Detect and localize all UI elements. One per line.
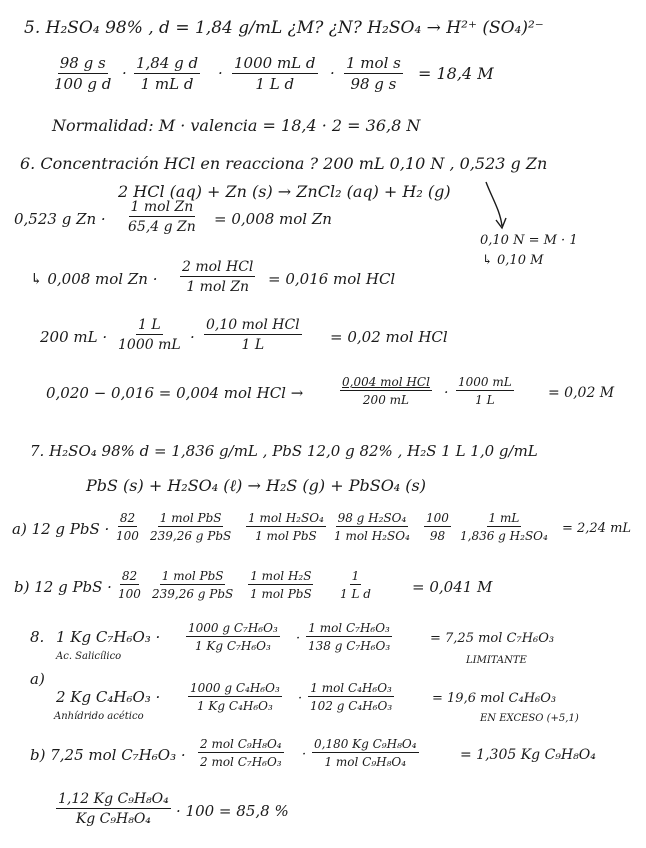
p8-line1-start: 1 Kg C₇H₆O₃ · (56, 628, 161, 646)
p5-frac-3: $\frac{\text{1000 mL d}}{\text{1 L d}}$ (234, 54, 316, 93)
p5-dot-1: · (122, 64, 127, 82)
p7b-frac-3: 1 mol H₂S 1 mol PbS (250, 569, 312, 601)
p7-statement: 7. H₂SO₄ 98% d = 1,836 g/mL , PbS 12,0 g 82% , H₂S 1 L 1,0 g/mL (30, 442, 538, 460)
p6-frac-200a: $\frac{1 L}{1000 mL}$ (118, 317, 181, 353)
p8-dot-1: · (296, 631, 301, 646)
p6-side-arrow (480, 180, 510, 232)
p7a-frac-6: $\frac{1 mL}{\text{1,836 g H₂SO₄}}$ (460, 511, 548, 543)
p8-frac-b1: 2 mol C₉H₈O₄ 2 mol C₇H₆O₃ (200, 737, 282, 769)
p6-dot-200: · (190, 328, 195, 346)
p5-frac-2: $\frac{\text{1,84 g d}}{\text{1 mL d}}$ (136, 54, 199, 93)
p7a-start: a) 12 g PbS · (12, 520, 110, 538)
p6-hcl-start: ↳ 0,008 mol Zn · (30, 270, 158, 288)
p7a-frac-5: $\frac{100}{98}$ (426, 511, 449, 543)
p8-frac-1b: 1 mol C₇H₆O₃ 138 g C₇H₆O₃ (308, 621, 391, 653)
p8-dot-b: · (302, 747, 307, 762)
p5-result: = 18,4 M (418, 64, 494, 83)
p8-result-1: = 7,25 mol C₇H₆O₃ (430, 631, 555, 646)
p6-zn-result: = 0,008 mol Zn (214, 210, 332, 228)
p8-frac-2b: 1 mol C₄H₆O₃ 102 g C₄H₆O₃ (310, 681, 393, 713)
p7a-frac-3: 1 mol H₂SO₄ 1 mol PbS (248, 511, 324, 543)
p7-equation: PbS (s) + H₂SO₄ (ℓ) → H₂S (g) + PbSO₄ (s) (86, 476, 426, 495)
p6-frac-diff2: $\frac{1000 mL}{1 L}$ (458, 375, 512, 407)
p8-tag-exceso: EN EXCESO (+5,1) (480, 713, 579, 724)
p8-a-label: a) (30, 670, 45, 688)
p5-statement: 5. H₂SO₄ 98% , d = 1,84 g/mL ¿M? ¿N? H₂SO₄ → H²⁺ (SO₄)²⁻ (24, 18, 544, 38)
p6-frac-zn: 1 mol Zn 65,4 g Zn (128, 199, 196, 235)
p7b-frac-1: $\frac{82}{100}$ (118, 569, 141, 601)
p6-frac-hcl: 2 mol HCl 1 mol Zn (182, 259, 254, 295)
p6-frac-diff1: 0,004 mol HCl 200 mL (342, 375, 430, 407)
p6-200-start: 200 mL · (40, 328, 108, 346)
p6-200-result: = 0,02 mol HCl (330, 328, 448, 346)
p6-zn-start: 0,523 g Zn · (14, 210, 106, 228)
p8-line1-sub: Ac. Salicílico (56, 651, 122, 662)
p8-number: 8. (30, 628, 45, 646)
p7a-frac-4: 98 g H₂SO₄ 1 mol H₂SO₄ (334, 511, 410, 543)
p8-frac-1a: $\frac{\text{1000 g C₇H₆O₃}}{\text{1 Kg C₇H₆O₃}}$ (188, 621, 278, 653)
p8-yield-result: · 100 = 85,8 % (176, 802, 289, 820)
p8-b-start: b) 7,25 mol C₇H₆O₃ · (30, 746, 186, 764)
p6-equation: 2 HCl (aq) + Zn (s) → ZnCl₂ (aq) + H₂ (g) (118, 182, 451, 201)
p6-frac-200b: 0,10 mol HCl 1 L (206, 317, 300, 353)
p6-side-note-2: ↳ 0,10 M (482, 253, 544, 268)
p7a-frac-2: 1 mol PbS 239,26 g PbS (150, 511, 232, 543)
p5-normalidad: Normalidad: M · valencia = 18,4 · 2 = 36,8 N (52, 116, 421, 135)
p7b-start: b) 12 g PbS · (14, 578, 112, 596)
p8-dot-2: · (298, 691, 303, 706)
p8-result-2: = 19,6 mol C₄H₆O₃ (432, 691, 557, 706)
p8-line2-start: 2 Kg C₄H₆O₃ · (56, 688, 161, 706)
p7a-result: = 2,24 mL (562, 521, 632, 536)
p8-tag-limitante: LIMITANTE (466, 655, 527, 666)
p5-frac-4: 1 mol s 98 g s (346, 54, 401, 93)
p6-diff-result: = 0,02 M (548, 385, 615, 401)
p5-dot-3: · (330, 64, 335, 82)
p6-side-note-1: 0,10 N = M · 1 (480, 233, 578, 248)
p8-frac-2a: $\frac{\text{1000 g C₄H₆O₃}}{\text{1 Kg C₄H₆O₃}}$ (190, 681, 280, 713)
p6-diff-start: 0,020 − 0,016 = 0,004 mol HCl → (46, 384, 304, 402)
p6-dot-diff: · (444, 385, 449, 401)
p7b-result: = 0,041 M (412, 578, 493, 596)
p6-hcl-result: = 0,016 mol HCl (268, 270, 396, 288)
p8-yield-frac: $\frac{\text{1,12 Kg C₉H₈O₄}}{\text{Kg C₉H₈O₄}}$ (58, 791, 169, 827)
p6-statement: 6. Concentración HCl en reacciona ? 200 mL 0,10 N , 0,523 g Zn (20, 154, 548, 173)
p5-frac-1: $\frac{\text{98 g s}}{\text{100 g d}}$ (54, 54, 112, 93)
p7a-frac-1: $\frac{82}{100}$ (116, 511, 139, 543)
p8-line2-sub: Anhídrido acético (54, 711, 144, 722)
p7b-frac-2: 1 mol PbS 239,26 g PbS (152, 569, 234, 601)
p5-dot-2: · (218, 64, 223, 82)
p7b-frac-4: $\frac{1}{\text{1 L d}}$ (340, 569, 371, 601)
p8-b-result: = 1,305 Kg C₉H₈O₄ (460, 747, 596, 763)
p8-frac-b2: 0,180 Kg C₉H₈O₄ 1 mol C₉H₈O₄ (314, 737, 417, 769)
